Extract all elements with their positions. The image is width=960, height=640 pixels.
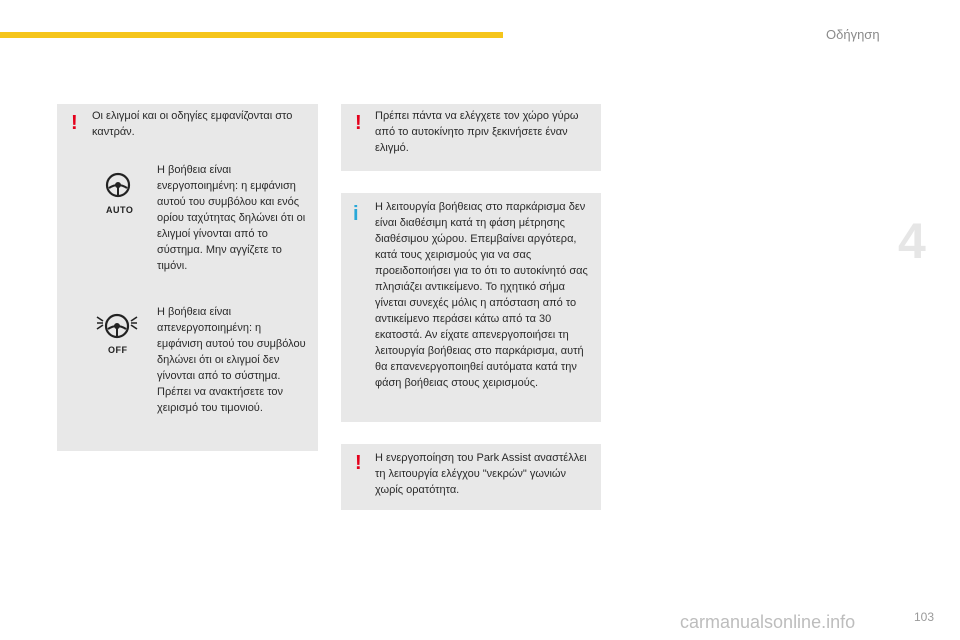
right-info-box [341, 193, 601, 422]
steering-off-icon [95, 311, 139, 345]
watermark: carmanualsonline.info [680, 612, 856, 632]
right-warning-box-2 [341, 444, 601, 510]
section-title: Οδήγηση [826, 27, 880, 42]
page-number: 103 [914, 610, 935, 624]
warning-icon: ! [71, 112, 78, 134]
right-box-1-text: Πρέπει πάντα να ελέγχετε τον χώρο γύρω από το αυτοκίνητο πριν ξεκινήσετε έναν ελιγμό. [375, 110, 579, 154]
off-label: OFF [108, 345, 128, 355]
info-icon: i [353, 203, 359, 225]
warning-icon: ! [355, 452, 362, 474]
right-box-2-text: Η λειτουργία βοήθειας στο παρκάρισμα δεν είναι διαθέσιμη κατά τη φάση μέτρησης διαθέσιμου χώρου. Επεμβαίνει αργότερα, κατά τους χειρισμούς για να σας προειδοποιήσει για το ότι το αυτοκίνητό σας πλησιάζει αντικείμενο. Το ηχητικό σήμα γίνεται συνεχές μόλις η απόσταση από το αντικείμενο περάσει κάτω από τα 30 εκατοστά. Αν είχατε απενεργοποιήσει τη λειτουργία βοήθειας στο παρκάρισμα, αυτή θα επανενεργοποιηθεί αυτόματα κατά την φάση βοήθειας στους χειρισμούς. [375, 201, 588, 389]
right-warning-box-1 [341, 104, 601, 171]
auto-label: AUTO [106, 205, 134, 215]
left-info-box [57, 104, 318, 451]
chapter-number: 4 [898, 213, 926, 269]
steering-auto-icon [101, 170, 135, 204]
left-warning-text: Οι ελιγμοί και οι οδηγίες εμφανίζονται στο καντράν. [92, 110, 293, 138]
off-description: Η βοήθεια είναι απενεργοποιημένη: η εμφάνιση αυτού του συμβόλου δηλώνει ότι οι ελιγμοί δεν γίνονται από το σύστημα. Πρέπει να ανακτήσετε τον χειρισμό του τιμονιού. [157, 306, 306, 414]
right-box-3-text: Η ενεργοποίηση του Park Assist αναστέλλει τη λειτουργία ελέγχου "νεκρών" γωνιών χωρίς ορατότητα. [375, 452, 587, 496]
auto-description: Η βοήθεια είναι ενεργοποιημένη: η εμφάνιση αυτού του συμβόλου και ενός ορίου ταχύτητας δηλώνει ότι οι ελιγμοί γίνονται από το σύστημα. Μην αγγίζετε το τιμόνι. [157, 164, 306, 272]
warning-icon: ! [355, 112, 362, 134]
top-accent-bar [0, 32, 503, 38]
